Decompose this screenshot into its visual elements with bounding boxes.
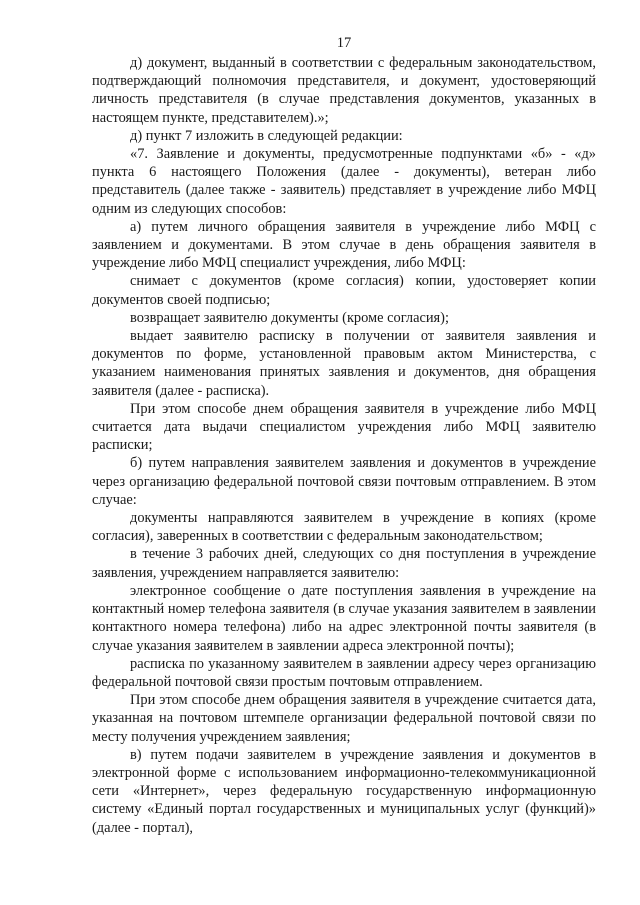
paragraph-method-a-return: возвращает заявителю документы (кроме согласия);	[130, 309, 449, 326]
paragraph-method-b-notice: в течение 3 рабочих дней, следующих со дня поступления в учреждение заявления, учреждением направляется заявителю:	[92, 546, 596, 581]
paragraph-method-a-copies: снимает с документов (кроме согласия) копии, удостоверяет копии документов своей подписью;	[92, 273, 596, 308]
paragraph-point-7-intro: «7. Заявление и документы, предусмотренные подпунктами «б» - «д» пункта 6 настоящего Положения (далее - документы), ветеран либо представитель (далее также - заявитель) представляет в учреждение либо МФЦ одним из следующих способов:	[92, 146, 596, 217]
paragraph-method-b-receipt: расписка по указанному заявителем в заявлении адресу через организацию федеральной почтовой связи простым почтовым отправлением.	[92, 655, 596, 690]
document-page	[92, 34, 596, 837]
paragraph-method-b-email: электронное сообщение о дате поступления заявления в учреждение на контактный номер телефона заявителя (в случае указания заявителем в заявлении контактного номера телефона) либо на адрес электронной почты заявителя (в случае указания заявителем в заявлении адреса электронной почты);	[92, 582, 596, 654]
page-number: 17	[336, 35, 352, 51]
paragraph-method-b: б) путем направления заявителем заявления и документов в учреждение через организацию федеральной почтовой связи почтовым отправлением. В этом случае:	[92, 455, 596, 508]
paragraph-method-a-date: При этом способе днем обращения заявителя в учреждение либо МФЦ считается дата выдачи специалистом учреждения либо МФЦ заявителю расписки;	[92, 400, 596, 454]
paragraph-method-v: в) путем подачи заявителем в учреждение заявления и документов в электронной форме с использованием информационно-телекоммуникационной сети «Интернет», через федеральную государственную информационную систему «Единый портал государственных и муниципальных услуг (функций)» (далее - портал),	[92, 746, 596, 836]
paragraph-method-b-date: При этом способе днем обращения заявителя в учреждение считается дата, указанная на почтовом штемпеле организации федеральной почтовой связи по месту получения учреждением заявления;	[92, 692, 596, 745]
paragraph-method-b-copies: документы направляются заявителем в учреждение в копиях (кроме согласия), заверенных в соответствии с федеральным законодательством;	[92, 510, 596, 545]
paragraph-amend-point-7: д) пункт 7 изложить в следующей редакции:	[130, 127, 403, 144]
paragraph-item-d-document: д) документ, выданный в соответствии с федеральным законодательством, подтверждающий полномочия представителя, и документ, удостоверяющий личность представителя (в случае представления документов, указанных в настоящем пункте, представителем).»;	[92, 55, 596, 126]
paragraph-method-a: а) путем личного обращения заявителя в учреждение либо МФЦ с заявлением и документами. В этом случае в день обращения заявителя в учреждение либо МФЦ специалист учреждения, либо МФЦ:	[92, 218, 596, 272]
paragraph-method-a-receipt: выдает заявителю расписку в получении от заявителя заявления и документов по форме, установленной правовым актом Министерства, с указанием наименования принятых заявления и документов, дня обращения заявителя (далее - расписка).	[92, 328, 596, 399]
